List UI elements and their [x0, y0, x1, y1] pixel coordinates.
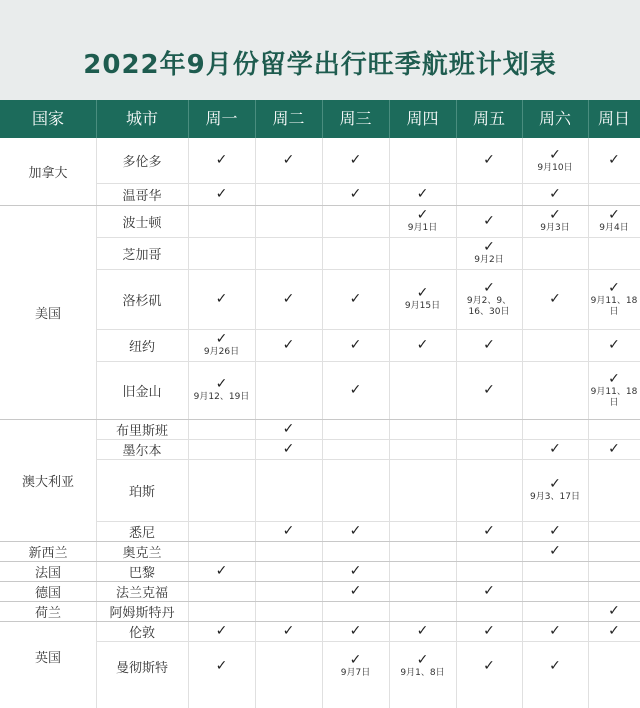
date-note: 9月7日 [340, 668, 371, 678]
flight-cell [255, 138, 322, 183]
check-icon: ✓ [215, 622, 228, 639]
check-icon: ✓ [282, 440, 295, 457]
flight-cell [588, 361, 640, 419]
check-icon: ✓ [282, 522, 295, 539]
check-icon: ✓ [349, 152, 362, 168]
check-icon: ✓ [215, 376, 228, 392]
column-header: 周六 [538, 109, 571, 128]
check-icon: ✓ [349, 336, 362, 353]
city-cell: 芝加哥 [122, 247, 162, 263]
flight-cell [588, 138, 640, 183]
flight-cell [255, 419, 322, 439]
flight-cell [389, 269, 456, 329]
check-icon: ✓ [282, 420, 295, 437]
flight-cell [588, 621, 640, 641]
city-cell: 悉尼 [128, 525, 155, 541]
city-cell: 法兰克福 [115, 585, 168, 601]
check-icon: ✓ [282, 152, 295, 168]
flight-cell [322, 269, 389, 329]
column-header: 周四 [406, 109, 439, 128]
flight-cell [456, 138, 522, 183]
flight-cell [255, 521, 322, 541]
city-cell: 多伦多 [122, 155, 162, 170]
check-icon: ✓ [215, 290, 228, 307]
date-note: 16、30日 [468, 306, 510, 317]
city-cell: 奥克兰 [122, 545, 162, 561]
column-header: 周三 [339, 109, 372, 128]
check-icon: ✓ [349, 381, 362, 398]
check-icon: ✓ [483, 279, 495, 296]
check-icon: ✓ [483, 582, 495, 599]
date-note: 9月2日 [474, 255, 504, 265]
flight-cell [522, 205, 588, 237]
flight-cell [322, 561, 389, 581]
flight-cell [588, 601, 640, 621]
date-note: 9月1、8日 [400, 668, 445, 678]
flight-cell [188, 329, 255, 361]
check-icon: ✓ [416, 285, 429, 301]
check-icon: ✓ [349, 562, 362, 579]
check-icon: ✓ [483, 657, 495, 674]
flight-cell [322, 138, 389, 183]
flight-cell [522, 621, 588, 641]
check-icon: ✓ [215, 152, 228, 168]
check-icon: ✓ [349, 582, 362, 599]
check-icon: ✓ [416, 185, 429, 202]
date-note: 9月3日 [540, 223, 570, 233]
check-icon: ✓ [549, 207, 561, 223]
flight-cell [188, 641, 255, 691]
check-icon: ✓ [549, 622, 561, 639]
check-icon: ✓ [483, 239, 495, 255]
check-icon: ✓ [215, 562, 228, 579]
column-header: 周日 [597, 109, 630, 128]
check-icon: ✓ [282, 290, 295, 307]
check-icon: ✓ [416, 622, 429, 639]
flight-cell [456, 269, 522, 329]
header-divider [188, 100, 189, 138]
check-icon: ✓ [608, 207, 620, 223]
table-header [0, 100, 640, 138]
city-cell: 纽约 [128, 339, 155, 355]
check-icon: ✓ [483, 152, 495, 168]
flight-cell [322, 521, 389, 541]
flight-cell [322, 641, 389, 691]
check-icon: ✓ [549, 440, 561, 457]
check-icon: ✓ [483, 336, 495, 353]
flight-cell [255, 621, 322, 641]
check-icon: ✓ [549, 542, 561, 559]
city-cell: 布里斯班 [115, 423, 168, 439]
flight-cell [255, 269, 322, 329]
city-cell: 阿姆斯特丹 [109, 605, 175, 621]
flight-cell [188, 361, 255, 419]
flight-cell [389, 641, 456, 691]
flight-cell [456, 205, 522, 237]
check-icon: ✓ [483, 381, 495, 398]
check-icon: ✓ [608, 370, 620, 387]
flight-cell [522, 269, 588, 329]
check-icon: ✓ [549, 657, 561, 674]
check-icon: ✓ [608, 279, 620, 296]
header-divider [588, 100, 589, 138]
flight-cell [588, 439, 640, 459]
check-icon: ✓ [608, 622, 620, 639]
country-cell: 荷兰 [34, 605, 61, 621]
flight-cell [456, 521, 522, 541]
column-header: 周五 [472, 109, 505, 128]
date-note: 9月10日 [537, 162, 573, 173]
header-divider [389, 100, 390, 138]
check-icon: ✓ [282, 336, 295, 353]
schedule-table [0, 138, 640, 708]
flight-cell [322, 621, 389, 641]
flight-cell [188, 183, 255, 205]
flight-cell [522, 138, 588, 183]
city-cell: 巴黎 [128, 565, 155, 581]
flight-cell [522, 641, 588, 691]
header-divider [522, 100, 523, 138]
city-cell: 伦敦 [128, 625, 155, 641]
flight-cell [389, 183, 456, 205]
flight-cell [188, 561, 255, 581]
check-icon: ✓ [549, 290, 561, 307]
date-note: 9月4日 [599, 223, 629, 233]
header-divider [322, 100, 323, 138]
check-icon: ✓ [549, 185, 561, 202]
flight-cell [588, 269, 640, 329]
flight-cell [188, 269, 255, 329]
country-cell: 新西兰 [28, 545, 68, 561]
city-cell: 波士顿 [122, 215, 162, 231]
check-icon: ✓ [549, 476, 561, 492]
check-icon: ✓ [483, 622, 495, 639]
header-divider [456, 100, 457, 138]
flight-cell [456, 581, 522, 601]
page-title: 2022年9月份留学出行旺季航班计划表 [83, 50, 557, 80]
header-divider [255, 100, 256, 138]
flight-cell [522, 521, 588, 541]
check-icon: ✓ [416, 652, 429, 668]
country-cell: 德国 [34, 585, 61, 601]
check-icon: ✓ [608, 152, 620, 168]
check-icon: ✓ [282, 622, 295, 639]
column-header: 周二 [272, 109, 305, 128]
flight-cell [188, 621, 255, 641]
header-divider [96, 100, 97, 138]
check-icon: ✓ [483, 522, 495, 539]
flight-cell [322, 329, 389, 361]
check-icon: ✓ [416, 207, 429, 223]
date-note: 9月2、9、 [466, 295, 512, 306]
check-icon: ✓ [349, 522, 362, 539]
flight-cell [456, 641, 522, 691]
date-note: 9月15日 [404, 301, 441, 311]
city-cell: 墨尔本 [122, 443, 162, 459]
country-cell: 法国 [34, 565, 61, 581]
flight-cell [456, 237, 522, 269]
check-icon: ✓ [349, 290, 362, 307]
flight-cell [255, 329, 322, 361]
check-icon: ✓ [549, 146, 561, 163]
flight-cell [188, 138, 255, 183]
check-icon: ✓ [215, 331, 228, 347]
flight-cell [456, 361, 522, 419]
column-header: 城市 [125, 109, 158, 128]
flight-cell [522, 183, 588, 205]
check-icon: ✓ [215, 657, 228, 674]
check-icon: ✓ [349, 652, 362, 668]
flight-cell [588, 329, 640, 361]
check-icon: ✓ [608, 440, 620, 457]
date-note: 9月11、18日 [590, 295, 638, 317]
column-header: 周一 [205, 109, 238, 128]
flight-cell [522, 541, 588, 561]
flight-cell [389, 205, 456, 237]
flight-cell [255, 439, 322, 459]
flight-cell [389, 329, 456, 361]
flight-cell [588, 205, 640, 237]
flight-cell [322, 581, 389, 601]
check-icon: ✓ [215, 185, 228, 202]
country-cell: 加拿大 [28, 166, 68, 181]
country-cell: 美国 [34, 306, 61, 322]
flight-cell [322, 183, 389, 205]
date-note: 9月26日 [203, 347, 240, 357]
city-cell: 珀斯 [128, 484, 155, 500]
date-note: 9月1日 [407, 223, 438, 233]
flight-cell [522, 439, 588, 459]
country-cell: 英国 [34, 650, 61, 666]
city-cell: 温哥华 [122, 188, 162, 204]
date-note: 9月11、18日 [590, 386, 638, 408]
check-icon: ✓ [549, 522, 561, 539]
city-cell: 洛杉矶 [122, 293, 162, 309]
flight-cell [322, 361, 389, 419]
flight-cell [522, 459, 588, 521]
check-icon: ✓ [608, 602, 620, 619]
flight-cell [389, 621, 456, 641]
flight-cell [456, 329, 522, 361]
column-header: 国家 [31, 109, 64, 128]
check-icon: ✓ [483, 212, 495, 229]
city-cell: 曼彻斯特 [115, 660, 168, 676]
check-icon: ✓ [608, 336, 620, 353]
city-cell: 旧金山 [122, 384, 162, 400]
check-icon: ✓ [416, 336, 429, 353]
date-note: 9月3、17日 [530, 492, 580, 502]
check-icon: ✓ [349, 185, 362, 202]
flight-cell [456, 621, 522, 641]
date-note: 9月12、19日 [193, 392, 250, 402]
country-cell: 澳大利亚 [21, 474, 74, 490]
check-icon: ✓ [349, 622, 362, 639]
